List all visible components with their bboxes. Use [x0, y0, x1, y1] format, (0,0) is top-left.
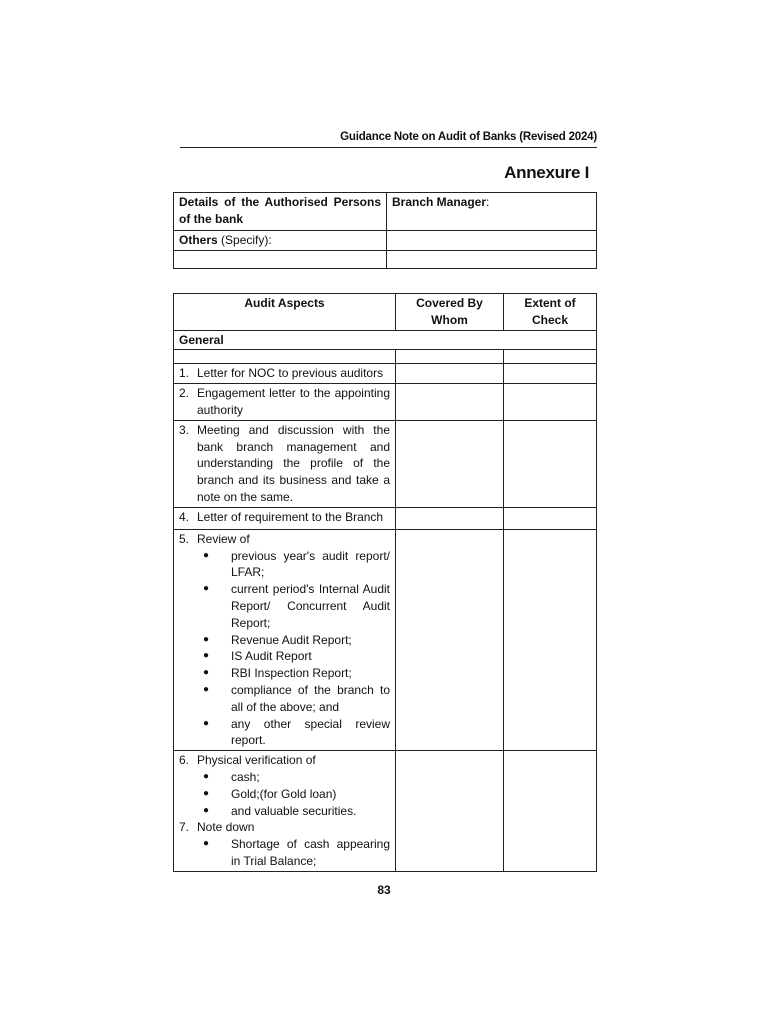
item-number: 2. [179, 386, 190, 401]
audit-aspects-table [173, 293, 597, 872]
header-covered-by-whom: Covered By Whom [396, 294, 504, 331]
bullet-item [203, 836, 390, 870]
covered-by-cell [396, 420, 504, 507]
extent-of-check-cell [504, 751, 597, 872]
bullet-text: compliance of the branch to all of the above; and [231, 682, 390, 714]
bullet-item [203, 682, 390, 716]
section-general: General [174, 330, 597, 350]
item-text: Physical verification of [197, 753, 316, 768]
branch-manager-cell [387, 193, 597, 231]
item-text: Review of [197, 531, 250, 546]
bullet-text: Shortage of cash appearing in Trial Balance; [231, 837, 390, 868]
bullet-icon: ● [203, 583, 210, 595]
item-number: 5. [179, 531, 190, 546]
audit-item-5 [174, 529, 396, 750]
header-rule [180, 147, 597, 148]
authorised-persons-table [173, 192, 597, 269]
item-number: 4. [179, 509, 190, 524]
bullet-item [203, 632, 390, 649]
bullet-icon: ● [203, 804, 210, 816]
item-number: 3. [179, 422, 190, 437]
bullet-text: Revenue Audit Report; [231, 632, 352, 647]
bullet-icon: ● [203, 770, 210, 782]
bullet-item [203, 786, 390, 803]
bullet-item [203, 581, 390, 631]
review-bullet-list [179, 548, 390, 750]
audit-item-1 [174, 364, 396, 384]
others-value-cell [387, 231, 597, 251]
header-audit-aspects: Audit Aspects [174, 294, 396, 331]
blank-cell [504, 350, 597, 364]
item-text: Engagement letter to the appointing authority [197, 386, 390, 417]
bullet-text: current period's Internal Audit Report/ Concurrent Audit Report; [231, 582, 390, 630]
bullet-item [203, 769, 390, 786]
item-text: Meeting and discussion with the bank branch management and understanding the profile of the branch and its business and take a note on the same. [197, 422, 390, 504]
extent-of-check-cell [504, 384, 597, 421]
others-specify: (Specify): [217, 233, 272, 247]
covered-by-cell [396, 384, 504, 421]
covered-by-cell [396, 751, 504, 872]
bullet-text: RBI Inspection Report; [231, 666, 352, 681]
others-cell [174, 231, 387, 251]
branch-manager-colon: : [486, 195, 490, 209]
bullet-item [203, 803, 390, 820]
bullet-icon: ● [203, 787, 210, 799]
blank-cell [387, 250, 597, 268]
covered-by-cell [396, 529, 504, 750]
bullet-icon: ● [203, 717, 210, 729]
bullet-text: IS Audit Report [231, 649, 312, 664]
item-text: Letter of requirement to the Branch [197, 509, 384, 524]
header-extent-of-check: Extent of Check [504, 294, 597, 331]
bullet-text: and valuable securities. [231, 803, 357, 818]
extent-of-check-cell [504, 364, 597, 384]
extent-of-check-cell [504, 529, 597, 750]
authorised-persons-label-text: Details of the Authorised Persons of the bank [179, 195, 381, 226]
blank-cell [396, 350, 504, 364]
bullet-text: cash; [231, 769, 260, 784]
audit-item-6-7 [174, 751, 396, 872]
others-label: Others [179, 233, 218, 247]
audit-item-4 [174, 507, 396, 529]
note-down-bullet-list [179, 836, 390, 870]
authorised-persons-label [174, 193, 387, 231]
bullet-icon: ● [203, 667, 210, 679]
covered-by-cell [396, 364, 504, 384]
item-text: Note down [197, 820, 255, 835]
bullet-icon: ● [203, 633, 210, 645]
running-header: Guidance Note on Audit of Banks (Revised 2024) [340, 131, 597, 143]
bullet-text: Gold;(for Gold loan) [231, 786, 337, 801]
item-number: 1. [179, 366, 190, 381]
item-text: Letter for NOC to previous auditors [197, 366, 384, 381]
bullet-icon: ● [203, 838, 210, 850]
bullet-icon: ● [203, 683, 210, 695]
bullet-item [203, 648, 390, 665]
blank-cell [174, 350, 396, 364]
item-number: 6. [179, 753, 190, 768]
item-number: 7. [179, 820, 190, 835]
annexure-title: Annexure I [504, 163, 589, 182]
bullet-text: any other special review report. [231, 716, 390, 748]
bullet-item [203, 665, 390, 682]
bullet-icon: ● [203, 549, 210, 561]
bullet-text: previous year's audit report/ LFAR; [231, 548, 390, 580]
audit-item-2 [174, 384, 396, 421]
extent-of-check-cell [504, 420, 597, 507]
audit-item-3 [174, 420, 396, 507]
bullet-icon: ● [203, 650, 210, 662]
blank-cell [174, 250, 387, 268]
verification-bullet-list [179, 769, 390, 819]
extent-of-check-cell [504, 507, 597, 529]
bullet-item [203, 548, 390, 582]
bullet-item [203, 716, 390, 750]
branch-manager-label: Branch Manager [392, 195, 487, 209]
page-number: 83 [377, 883, 391, 897]
covered-by-cell [396, 507, 504, 529]
